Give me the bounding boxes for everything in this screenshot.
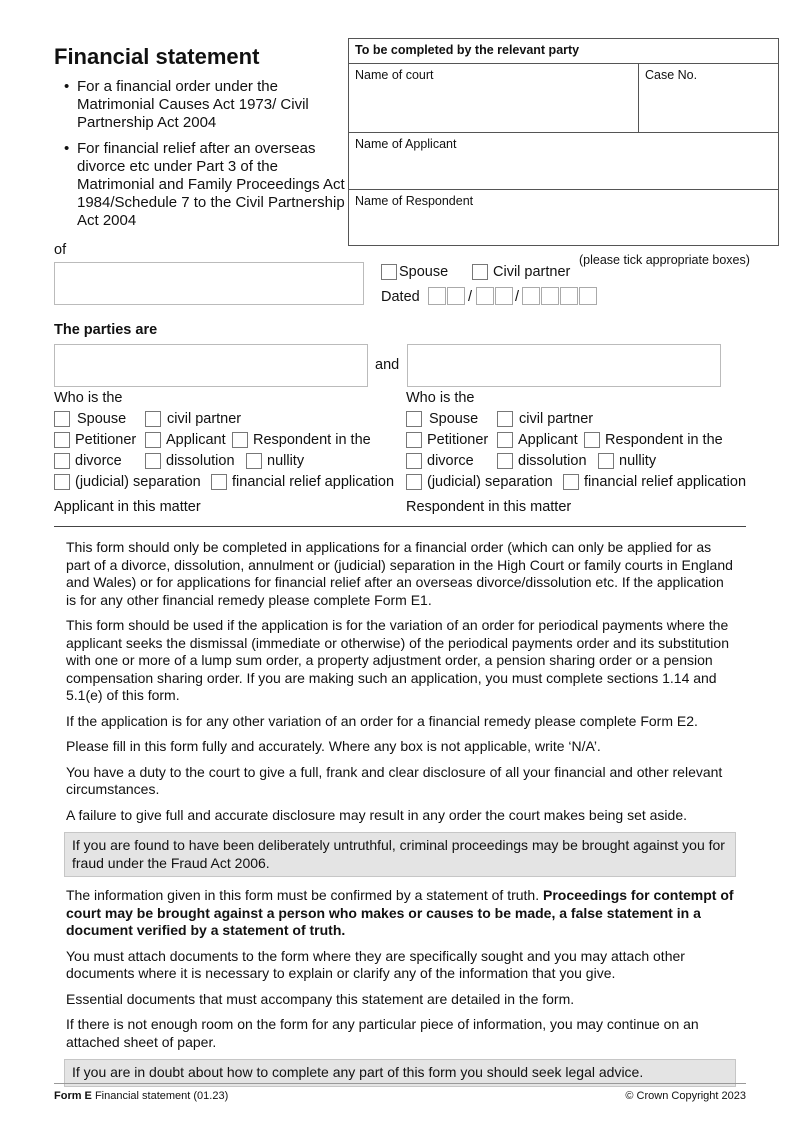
instructions-paragraph: This form should only be completed in applications for a financial order (which can only be applied for as part of a divorce, dissolution, annulment or (judicial) separation in the High Court or family courts in England and Wales) or for applications for financial relief after an overseas divorce/dissolution etc. If the application is for any other financial remedy please complete Form E1. [66, 539, 733, 608]
section-divider [54, 526, 746, 527]
intro-bullets [64, 78, 346, 238]
date-year-3[interactable] [560, 287, 578, 305]
left-nullity-checkbox[interactable] [246, 453, 262, 469]
left-dissolution-label: dissolution [166, 453, 235, 469]
instructions-block [66, 539, 736, 1097]
date-month-2[interactable] [495, 287, 513, 305]
left-applicant-label: Applicant [166, 432, 226, 448]
date-day-2[interactable] [447, 287, 465, 305]
name-of-applicant-field[interactable] [349, 133, 778, 190]
party-two-input[interactable] [407, 344, 721, 387]
footer-divider [54, 1083, 746, 1084]
respondent-caption: Respondent in this matter [406, 499, 572, 515]
left-petitioner-label: Petitioner [75, 432, 137, 448]
right-spouse-label: Spouse [429, 411, 479, 427]
left-dissolution-checkbox[interactable] [145, 453, 161, 469]
right-respondent-label: Respondent in the [605, 432, 723, 448]
date-year-2[interactable] [541, 287, 559, 305]
spouse-label: Spouse [399, 264, 449, 280]
instructions-paragraph: This form should be used if the application is for the variation of an order for periodical payments where the applicant seeks the dismissal (immediate or otherwise) of the periodical payments order and its substitution with one or more of a lump sum order, a property adjustment order, a pension sharing order or a pension compensation sharing order. If you are making such an application, you must complete sections 1.14 and 5.1(e) of this form. [66, 617, 729, 703]
right-applicant-label: Applicant [518, 432, 578, 448]
court-box-heading: To be completed by the relevant party [349, 39, 778, 64]
left-applicant-checkbox[interactable] [145, 432, 161, 448]
fraud-warning-box: If you are found to have been deliberately untruthful, criminal proceedings may be brought against you for fraud under the Fraud Act 2006. [64, 832, 736, 877]
name-of-applicant-label: Name of Applicant [355, 137, 457, 151]
date-separator-2: / [515, 289, 520, 305]
who-is-the-label-left: Who is the [54, 390, 123, 406]
case-no-field[interactable] [639, 64, 778, 133]
footer-form-id [54, 1090, 228, 1102]
of-name-input[interactable] [54, 262, 364, 305]
right-respondent-checkbox[interactable] [584, 432, 600, 448]
date-year-1[interactable] [522, 287, 540, 305]
right-applicant-checkbox[interactable] [497, 432, 513, 448]
date-month-1[interactable] [476, 287, 494, 305]
spouse-checkbox[interactable] [381, 264, 397, 280]
instructions-paragraph: A failure to give full and accurate disclosure may result in any order the court makes being set aside. [66, 806, 687, 823]
left-spouse-label: Spouse [77, 411, 127, 427]
left-nullity-label: nullity [267, 453, 305, 469]
right-divorce-checkbox[interactable] [406, 453, 422, 469]
right-petitioner-checkbox[interactable] [406, 432, 422, 448]
statement-of-truth-text: The information given in this form must be confirmed by a statement of truth. [66, 887, 543, 903]
right-judicial-separation-label: (judicial) separation [427, 474, 553, 490]
name-of-respondent-label: Name of Respondent [355, 194, 474, 208]
right-financial-relief-checkbox[interactable] [563, 474, 579, 490]
left-respondent-label: Respondent in the [253, 432, 371, 448]
left-spouse-checkbox[interactable] [54, 411, 70, 427]
right-petitioner-label: Petitioner [427, 432, 489, 448]
left-judicial-separation-label: (judicial) separation [75, 474, 201, 490]
right-nullity-label: nullity [619, 453, 657, 469]
page-title: Financial statement [54, 44, 260, 69]
right-spouse-checkbox[interactable] [406, 411, 422, 427]
bullet-overseas: • For financial relief after an overseas divorce etc under Part 3 of the Matrimonial and Family Proceedings Act 1984/Schedule 7 to the Civil Partnership Act 2004 [64, 140, 346, 230]
civil-partner-label: Civil partner [493, 264, 571, 280]
court-details-box [348, 38, 779, 246]
left-financial-relief-checkbox[interactable] [211, 474, 227, 490]
instructions-paragraph: Essential documents that must accompany this statement are detailed in the form. [66, 990, 575, 1007]
left-respondent-checkbox[interactable] [232, 432, 248, 448]
left-financial-relief-label: financial relief application [232, 474, 395, 490]
instructions-paragraph: You must attach documents to the form where they are specifically sought and you may attach other documents where it is necessary to explain or clarify any of the information that you give. [66, 947, 685, 981]
instructions-paragraph: If the application is for any other variation of an order for a financial remedy please complete Form E2. [66, 712, 698, 729]
contempt-warning-text: Proceedings for contempt of court may be brought against a person who makes or causes to be made, a false statement in a document verified by a statement of truth. [66, 887, 734, 938]
instructions-paragraph: Please fill in this form fully and accurately. Where any box is not applicable, write ‘N/A’. [66, 738, 601, 754]
applicant-caption: Applicant in this matter [54, 499, 201, 515]
left-civil-partner-label: civil partner [167, 411, 242, 427]
right-dissolution-checkbox[interactable] [497, 453, 513, 469]
left-divorce-checkbox[interactable] [54, 453, 70, 469]
dated-label: Dated [381, 289, 420, 305]
left-divorce-label: divorce [75, 453, 122, 469]
left-civil-partner-checkbox[interactable] [145, 411, 161, 427]
legal-advice-box: If you are in doubt about how to complete any part of this form you should seek legal advice. [64, 1059, 736, 1087]
date-day-1[interactable] [428, 287, 446, 305]
right-dissolution-label: dissolution [518, 453, 587, 469]
right-judicial-separation-checkbox[interactable] [406, 474, 422, 490]
case-no-label: Case No. [645, 68, 698, 82]
footer-copyright: © Crown Copyright 2023 [625, 1090, 746, 1102]
footer-form-name: Financial statement (01.23) [91, 1090, 229, 1102]
left-petitioner-checkbox[interactable] [54, 432, 70, 448]
right-divorce-label: divorce [427, 453, 474, 469]
right-nullity-checkbox[interactable] [598, 453, 614, 469]
bullet-matrimonial: • For a financial order under the Matrimonial Causes Act 1973/ Civil Partnership Act 2004 [64, 78, 346, 132]
of-label: of [54, 242, 67, 258]
parties-and: and [375, 357, 400, 373]
right-financial-relief-label: financial relief application [584, 474, 747, 490]
left-judicial-separation-checkbox[interactable] [54, 474, 70, 490]
right-civil-partner-label: civil partner [519, 411, 594, 427]
civil-partner-checkbox[interactable] [472, 264, 488, 280]
date-year-4[interactable] [579, 287, 597, 305]
parties-heading: The parties are [54, 322, 158, 338]
tick-note: (please tick appropriate boxes) [579, 253, 750, 267]
right-civil-partner-checkbox[interactable] [497, 411, 513, 427]
date-separator-1: / [468, 289, 473, 305]
name-of-respondent-field[interactable] [349, 190, 778, 245]
who-is-the-label-right: Who is the [406, 390, 475, 406]
instructions-paragraph: If there is not enough room on the form for any particular piece of information, you may continue on an attached sheet of paper. [66, 1016, 699, 1050]
instructions-paragraph: You have a duty to the court to give a full, frank and clear disclosure of all your financial and other relevant circumstances. [66, 763, 723, 797]
name-of-court-field[interactable] [349, 64, 639, 133]
footer-form-code: Form E [54, 1090, 92, 1102]
party-one-input[interactable] [54, 344, 368, 387]
name-of-court-label: Name of court [355, 68, 434, 82]
statement-of-truth-paragraph [66, 887, 736, 940]
